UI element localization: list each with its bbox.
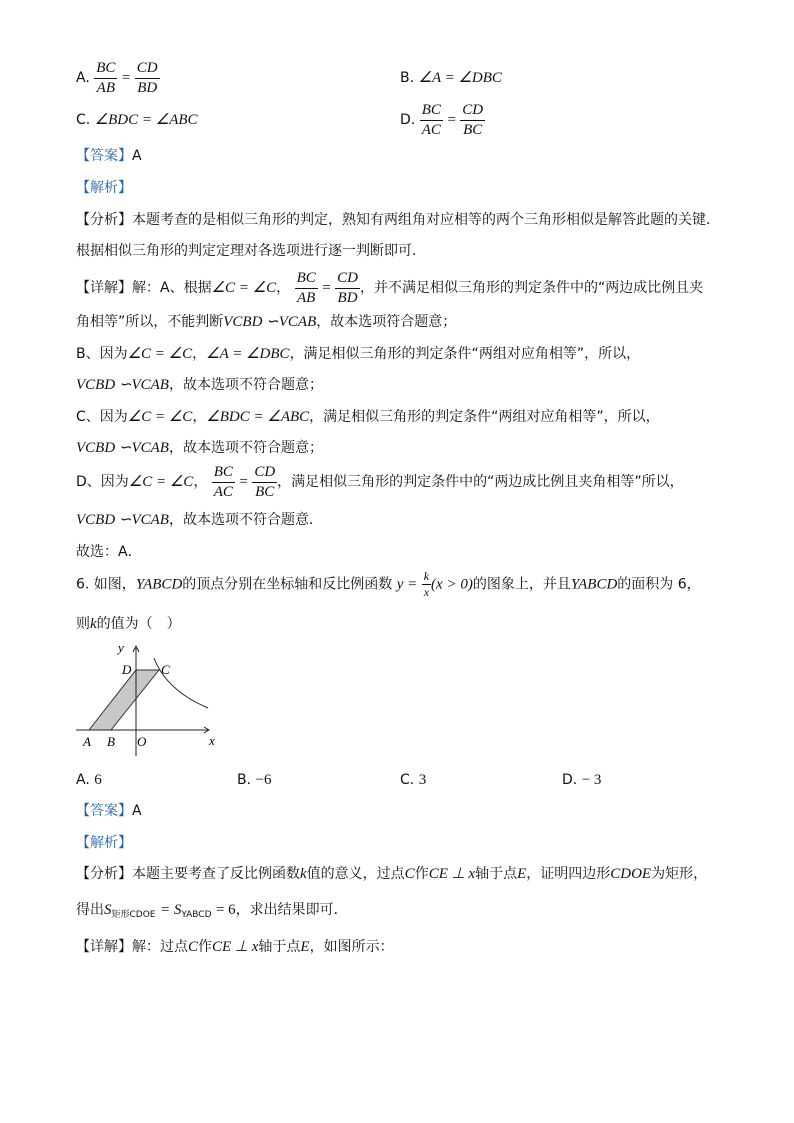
- angle-expr: ∠A = ∠DBC: [206, 346, 290, 362]
- option-label: A.: [76, 772, 90, 788]
- answer-value: A: [132, 803, 142, 819]
- text: 解：过点: [132, 939, 188, 955]
- choose-text: 故选：A．: [76, 544, 142, 560]
- parallelogram-name: YABCD: [135, 576, 183, 593]
- label-o: O: [137, 734, 147, 749]
- text: ，满足相似三角形的判定条件“两组对应角相等”，所以，: [289, 346, 641, 362]
- option-b-label: B.: [400, 70, 415, 86]
- text: D、因为: [76, 474, 129, 490]
- text: 值的意义，过点: [306, 866, 405, 882]
- similarity-expr: VCBD ∽VCAB: [76, 440, 169, 456]
- option-a: A. $\frac{BC}{AB}$ = $\frac{CD}{BD}$: [76, 60, 158, 96]
- option-d: D. $\frac{BC}{AC}$ = $\frac{CD}{BC}$: [400, 102, 484, 138]
- text: 得出: [76, 902, 104, 918]
- label-b: B: [107, 734, 115, 749]
- text: ，故本选项不符合题意．: [168, 512, 323, 528]
- label-c: C: [161, 662, 170, 677]
- angle-expr: ∠C = ∠C: [128, 474, 194, 490]
- fraction-cd-bc: [252, 464, 277, 500]
- var-k: k: [300, 866, 307, 882]
- label-a: A: [83, 734, 91, 749]
- angle-expr: ∠C = ∠C: [127, 409, 193, 425]
- option-value: 3: [418, 772, 427, 788]
- func-lhs: y =: [396, 576, 418, 593]
- q5-fenxi-line2: [76, 243, 426, 259]
- label-y: y: [118, 640, 124, 655]
- fenxi-tag: 【分析】: [76, 866, 132, 882]
- frac-den: AB: [296, 289, 316, 306]
- point-e: E: [300, 939, 310, 955]
- option-c: [76, 112, 198, 129]
- q6-option-c: [400, 772, 426, 789]
- text: ，满足相似三角形的判定条件“两组对应角相等”，所以，: [309, 409, 660, 425]
- frac-num: BC: [420, 102, 443, 121]
- fraction-cd-bd: [335, 270, 360, 306]
- text: ，故本选项不符合题意；: [168, 377, 323, 393]
- option-label: D.: [562, 772, 578, 788]
- option-c-label: C.: [76, 112, 91, 128]
- func-condition: (x > 0): [431, 576, 473, 593]
- q6-answer: [76, 803, 142, 819]
- option-value: 6: [94, 772, 102, 788]
- frac-den: BD: [137, 79, 158, 96]
- fraction-cd-bd: [135, 60, 160, 96]
- answer-value: A: [132, 148, 142, 164]
- option-label: C.: [400, 772, 415, 788]
- similarity-expr: VCBD ∽VCAB: [76, 512, 169, 528]
- q5-detail-c-line2: [76, 440, 323, 457]
- fraction-bc-ab: [94, 60, 117, 96]
- frac-den: AB: [96, 79, 115, 96]
- frac-den: BD: [337, 289, 358, 306]
- text: 作: [414, 866, 429, 882]
- q5-detail-b-line2: [76, 377, 323, 394]
- fenxi-tag: 【分析】: [76, 212, 132, 228]
- q5-detail-a-line1: 【详解】解：A、根据∠C = ∠C， $\frac{BC}{AB}$ = $\frac{CD}{BD}$ ，并不满足相似三角形的判定条件中的“两边成比例且夹: [76, 270, 704, 306]
- q5-analysis-heading: [76, 180, 132, 196]
- text: ，满足相似三角形的判定条件中的“两边成比例且夹角相等”所以，: [277, 474, 684, 490]
- analysis-tag: 【解析】: [76, 180, 132, 196]
- text: 的图象上，并且: [472, 576, 571, 593]
- answer-tag: 【答案】: [76, 148, 132, 164]
- text: 6. 如图，: [76, 576, 136, 593]
- fraction-bc-ac: [212, 464, 235, 500]
- parallelogram-name: YABCD: [570, 576, 618, 593]
- q6-option-a: [76, 772, 102, 789]
- text: 作: [198, 939, 213, 955]
- q6-stem-line2: [76, 616, 181, 633]
- q5-answer: [76, 148, 142, 164]
- angle-expr: ∠BDC = ∠ABC: [206, 409, 310, 425]
- text: 的顶点分别在坐标轴和反比例函数: [182, 576, 393, 593]
- option-b-expr: ∠A = ∠DBC: [418, 70, 502, 86]
- frac-num: CD: [460, 102, 485, 121]
- option-d-label: D.: [400, 112, 416, 128]
- option-a-label: A.: [76, 70, 90, 86]
- quad-name: CDOE: [610, 866, 652, 882]
- q6-figure: [76, 640, 226, 758]
- option-b: [400, 70, 502, 87]
- q5-detail-a-line2: [76, 314, 456, 331]
- fraction-k-x: [422, 570, 431, 599]
- fenxi-text: 根据相似三角形的判定定理对各选项进行逐一判断即可．: [76, 243, 426, 259]
- option-value: − 3: [581, 772, 602, 788]
- frac-num: BC: [94, 60, 117, 79]
- text: 角相等”所以，不能判断: [76, 314, 224, 330]
- text: B、因为: [76, 346, 128, 362]
- xiangjie-tag: 【详解】: [76, 939, 132, 955]
- frac-num: CD: [252, 464, 277, 483]
- q6-option-d: [562, 772, 601, 789]
- text: 解：A、根据: [132, 280, 212, 296]
- q6-analysis-heading: [76, 835, 132, 851]
- perp-expr: CE ⊥ x: [212, 939, 259, 955]
- perp-expr: CE ⊥ x: [428, 866, 476, 882]
- option-c-expr: ∠BDC = ∠ABC: [94, 112, 198, 128]
- parallelogram-abcd: [89, 670, 159, 730]
- area-symbol: = S: [159, 902, 182, 918]
- text: 本题主要考查了反比例函数: [132, 866, 300, 882]
- frac-num: CD: [135, 60, 160, 79]
- frac-den: BC: [255, 483, 275, 500]
- q6-detail-line: [76, 939, 394, 956]
- q6-fenxi-line2: [76, 902, 348, 920]
- option-label: B.: [237, 772, 252, 788]
- similarity-expr: VCBD ∽VCAB: [76, 377, 169, 393]
- frac-den: BC: [463, 121, 483, 138]
- frac-num: CD: [335, 270, 360, 289]
- analysis-tag: 【解析】: [76, 835, 132, 851]
- angle-expr: ∠C = ∠C: [127, 346, 193, 362]
- frac-num: k: [422, 570, 431, 585]
- area-symbol: S: [104, 902, 112, 918]
- fraction-bc-ac: [420, 102, 443, 138]
- angle-expr: ∠C = ∠C: [211, 280, 277, 296]
- fraction-bc-ab: [295, 270, 318, 306]
- text: ，并不满足相似三角形的判定条件中的“两边成比例且夹: [359, 280, 704, 296]
- var-k: k: [90, 616, 97, 632]
- q5-detail-b-line1: B、因为∠C = ∠C，∠A = ∠DBC，满足相似三角形的判定条件“两组对应角相等”，所以，: [76, 346, 641, 362]
- area-subscript: 矩形CDOE: [111, 910, 156, 920]
- text: 的面积为 6，: [617, 576, 701, 593]
- text: 的值为（ ）: [96, 616, 181, 632]
- text: 则: [76, 616, 90, 632]
- q6-fenxi-line1: [76, 866, 707, 883]
- fraction-cd-bc: [460, 102, 485, 138]
- text: ，如图所示：: [309, 939, 394, 955]
- option-value: −6: [255, 772, 272, 788]
- answer-tag: 【答案】: [76, 803, 132, 819]
- area-subscript: YABCD: [181, 910, 212, 920]
- xiangjie-tag: 【详解】: [76, 280, 132, 296]
- frac-den: x: [423, 585, 430, 600]
- point-c: C: [404, 866, 415, 882]
- text: ，故本选项不符合题意；: [168, 440, 323, 456]
- text: ，故本选项符合题意；: [316, 314, 457, 330]
- frac-num: BC: [295, 270, 318, 289]
- point-c: C: [188, 939, 199, 955]
- q5-detail-d-line1: D、因为∠C = ∠C， $\frac{BC}{AC}$ = $\frac{CD}{BC}$ ，满足相似三角形的判定条件中的“两边成比例且夹角相等”所以，: [76, 464, 684, 500]
- similarity-expr: VCBD ∽VCAB: [223, 314, 317, 330]
- text: 轴于点: [258, 939, 301, 955]
- frac-den: AC: [213, 483, 233, 500]
- point-e: E: [517, 866, 527, 882]
- label-d: D: [122, 662, 132, 677]
- area-value: = 6: [215, 902, 236, 918]
- text: ，求出结果即可．: [235, 902, 348, 918]
- q5-choose: [76, 544, 142, 560]
- text: 为矩形，: [651, 866, 708, 882]
- label-x: x: [209, 733, 215, 748]
- q6-option-b: [237, 772, 271, 789]
- text: 轴于点: [475, 866, 518, 882]
- q5-fenxi-line1: [76, 212, 720, 228]
- text: ，证明四边形: [526, 866, 611, 882]
- q5-detail-d-line2: [76, 512, 323, 529]
- q6-stem-line1: [76, 570, 701, 599]
- frac-num: BC: [212, 464, 235, 483]
- text: C、因为: [76, 409, 128, 425]
- fenxi-text: 本题考查的是相似三角形的判定，熟知有两组角对应相等的两个三角形相似是解答此题的关键．: [132, 212, 720, 228]
- frac-den: AC: [421, 121, 441, 138]
- q5-detail-c-line1: C、因为∠C = ∠C，∠BDC = ∠ABC，满足相似三角形的判定条件“两组对应角相等”，所以，: [76, 409, 660, 425]
